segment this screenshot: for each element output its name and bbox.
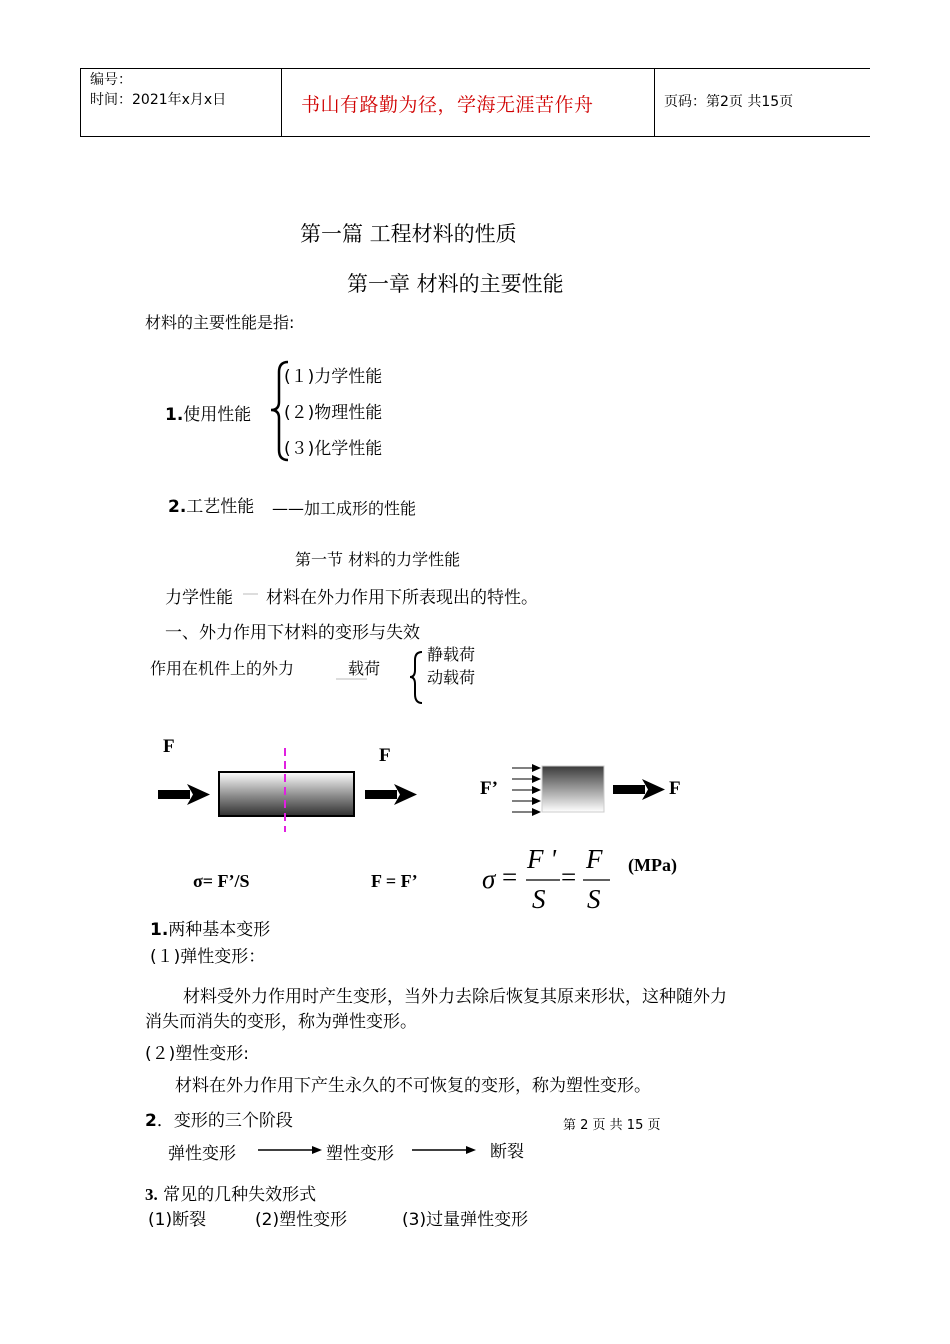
- force-label-left: F: [163, 736, 175, 757]
- stage-plastic: 塑性变形: [326, 1144, 394, 1164]
- section1-title: 两种基本变形: [168, 920, 271, 940]
- section3-number: 3.: [145, 1185, 158, 1204]
- mech-def: 材料在外力作用下所表现出的特性。: [266, 588, 538, 608]
- header-page: 页码：第2页 共15页: [664, 94, 794, 110]
- header-date: 时间：2021年x月x日: [90, 92, 227, 108]
- item1-sub-3: (３)化学性能: [284, 439, 383, 459]
- force-label-right: F: [379, 745, 391, 766]
- fraction2-denominator: S: [587, 884, 601, 914]
- arrow-shaft: [613, 785, 645, 794]
- header-number: 编号：: [90, 72, 132, 88]
- load-line: 作用在机件上的外力: [150, 659, 295, 678]
- sigma-symbol: σ: [482, 864, 496, 894]
- fraction1-numerator: F ': [527, 844, 557, 874]
- load-word: 载荷: [348, 659, 381, 678]
- item1-label: 使用性能: [183, 405, 252, 425]
- arrow-shaft: [158, 790, 190, 799]
- arrow-right-icon: [532, 764, 541, 816]
- item2-number: 2.: [168, 497, 187, 517]
- load-type-dynamic: 动载荷: [427, 668, 476, 687]
- formula-stress: σ= F’/S: [193, 871, 250, 891]
- item2-label: 工艺性能: [186, 497, 255, 517]
- elastic-text-line1: 材料受外力作用时产生变形，当外力去除后恢复其原来形状，这种随外力: [183, 987, 727, 1007]
- fraction2-numerator: F: [586, 844, 603, 874]
- section2-number: 2: [145, 1111, 157, 1131]
- section1-number: 1.: [150, 920, 169, 940]
- stage-elastic: 弹性变形: [168, 1144, 236, 1164]
- intro-text: 材料的主要性能是指:: [145, 313, 295, 332]
- stage-fracture: 断裂: [490, 1142, 524, 1162]
- equals-sign: =: [561, 862, 577, 892]
- part-title: 第一篇 工程材料的性质: [300, 222, 517, 246]
- load-type-static: 静载荷: [427, 645, 476, 664]
- header-motto: 书山有路勤为径，学海无涯苦作舟: [301, 94, 594, 116]
- failure-plastic: (2)塑性变形: [255, 1210, 348, 1230]
- section2-title: ．变形的三个阶段: [156, 1111, 293, 1131]
- force-label-prime: F’: [480, 778, 498, 799]
- section2-heading: [145, 1106, 293, 1131]
- arrow-right-icon: [642, 779, 665, 800]
- plastic-text: 材料在外力作用下产生永久的不可恢复的变形，称为塑性变形。: [175, 1076, 651, 1096]
- specimen-bar: [219, 772, 354, 816]
- section3-heading: [145, 1180, 316, 1205]
- item1-number: 1.: [165, 405, 184, 425]
- distributed-force-arrows: [512, 768, 533, 812]
- mech-term: 力学性能: [165, 588, 233, 608]
- arrow-right-icon: [187, 784, 210, 805]
- formula-equilibrium: F = F’: [371, 871, 418, 891]
- elastic-text-line2: 消失而消失的变形，称为弹性变形。: [145, 1012, 417, 1032]
- section3-title: 常见的几种失效形式: [157, 1185, 317, 1205]
- footer-page-number: 第 2 页 共 15 页: [563, 1118, 661, 1133]
- arrow-right-icon: [394, 784, 417, 805]
- arrow-shaft: [365, 790, 397, 799]
- arrow-right-icon: [312, 1146, 322, 1154]
- chapter-title: 第一章 材料的主要性能: [347, 272, 564, 296]
- force-label-far: F: [669, 778, 681, 799]
- arrow-right-icon: [466, 1146, 476, 1154]
- specimen-block: [542, 766, 604, 812]
- failure-elastic: (3)过量弹性变形: [402, 1210, 529, 1230]
- unit-label: (MPa): [628, 855, 677, 875]
- brace-icon: [271, 362, 288, 460]
- plastic-title: (２)塑性变形:: [145, 1044, 249, 1064]
- elastic-title: (１)弹性变形：: [150, 947, 266, 967]
- brace-icon: [410, 652, 422, 703]
- fraction1-denominator: S: [532, 884, 546, 914]
- heading-one: 一、外力作用下材料的变形与失效: [165, 623, 420, 643]
- item2-desc: ——加工成形的性能: [272, 499, 417, 518]
- section-title: 第一节 材料的力学性能: [295, 550, 461, 569]
- item1-sub-1: (１)力学性能: [284, 367, 383, 387]
- item1-sub-2: (２)物理性能: [284, 403, 383, 423]
- failure-fracture: (1)断裂: [148, 1210, 207, 1230]
- equals-sign: =: [502, 862, 518, 892]
- section1-heading: [150, 915, 270, 940]
